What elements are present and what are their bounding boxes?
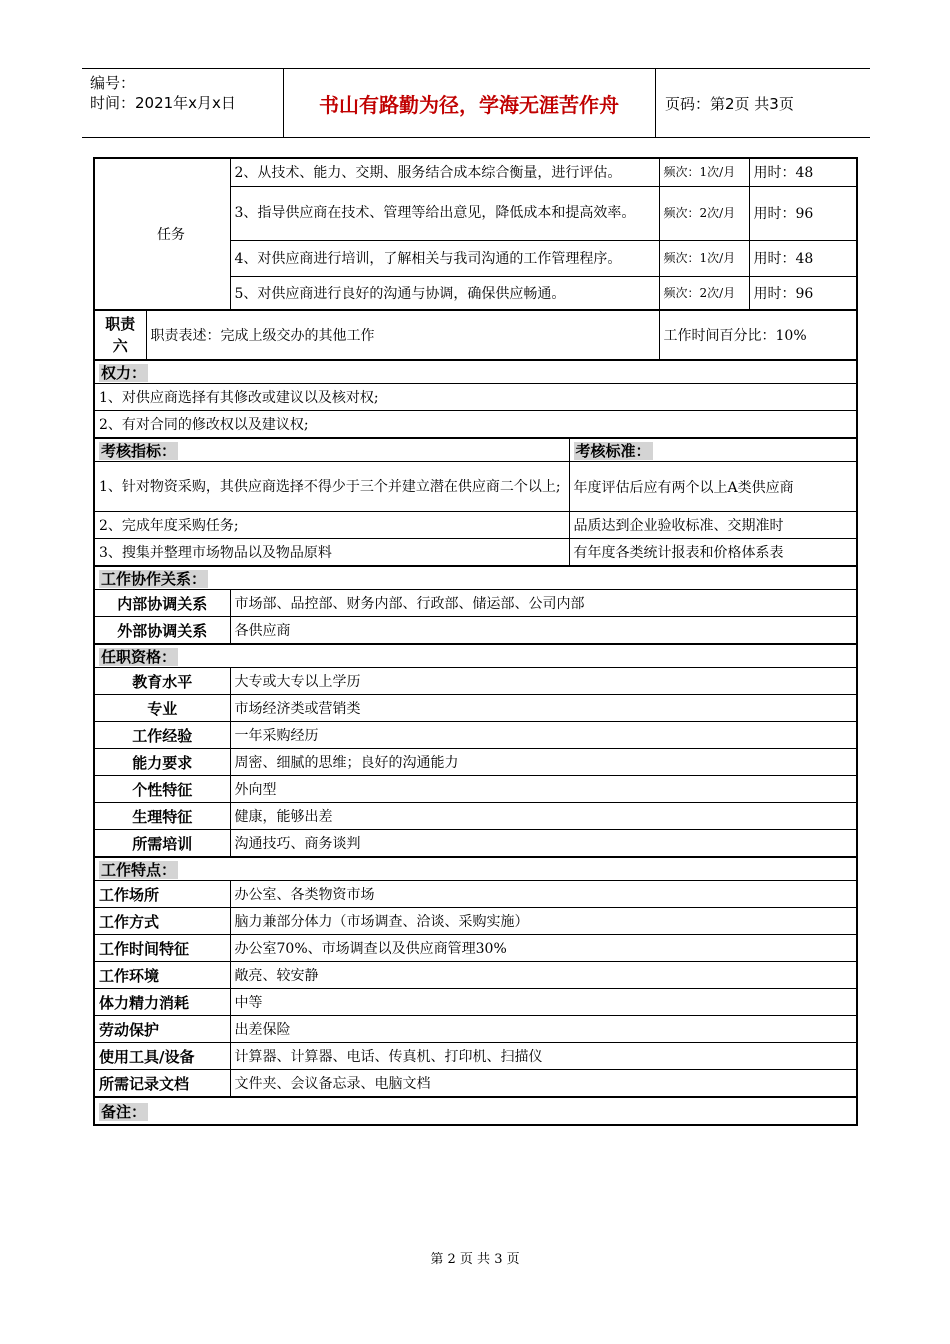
assessment-standard: 品质达到企业验收标准、交期准时 bbox=[569, 512, 857, 539]
authority-text: 1、对供应商选择有其修改或建议以及核对权; bbox=[94, 384, 857, 411]
assessment-row bbox=[94, 539, 857, 567]
section-authority bbox=[94, 360, 857, 384]
feature-row bbox=[94, 1043, 857, 1070]
task-frequency: 频次：1次/月 bbox=[659, 158, 749, 186]
authority-item bbox=[94, 384, 857, 411]
section-title: 工作特点： bbox=[101, 860, 177, 879]
feature-value: 中等 bbox=[230, 989, 857, 1016]
task-time: 用时：48 bbox=[749, 158, 857, 186]
section-qualifications bbox=[94, 644, 857, 668]
section-title: 工作协作关系： bbox=[101, 569, 207, 588]
duty-description: 职责表述：完成上级交办的其他工作 bbox=[146, 310, 659, 360]
feature-row bbox=[94, 1016, 857, 1043]
task-time: 用时：48 bbox=[749, 240, 857, 276]
qualification-row bbox=[94, 722, 857, 749]
duty-time-percent: 工作时间百分比：10% bbox=[659, 310, 857, 360]
section-title: 权力： bbox=[101, 363, 147, 382]
qualification-value: 外向型 bbox=[230, 776, 857, 803]
assessment-indicator: 3、搜集并整理市场物品以及物品原料 bbox=[94, 539, 569, 567]
qualification-label: 专业 bbox=[94, 695, 230, 722]
job-description-table bbox=[93, 157, 856, 1126]
cooperation-value: 市场部、品控部、财务内部、行政部、储运部、公司内部 bbox=[230, 590, 857, 617]
qualification-label: 个性特征 bbox=[94, 776, 230, 803]
qualification-label: 工作经验 bbox=[94, 722, 230, 749]
qualification-label: 教育水平 bbox=[94, 668, 230, 695]
feature-label: 工作方式 bbox=[94, 908, 230, 935]
feature-row bbox=[94, 935, 857, 962]
qualification-value: 周密、细腻的思维；良好的沟通能力 bbox=[230, 749, 857, 776]
task-frequency: 频次：2次/月 bbox=[659, 276, 749, 310]
qualification-row bbox=[94, 803, 857, 830]
document-number-label: 编号： bbox=[90, 74, 136, 92]
assessment-row bbox=[94, 512, 857, 539]
feature-label: 工作场所 bbox=[94, 881, 230, 908]
feature-label: 劳动保护 bbox=[94, 1016, 230, 1043]
section-work-features bbox=[94, 857, 857, 881]
cooperation-label: 内部协调关系 bbox=[94, 590, 230, 617]
header-motto: 书山有路勤为径，学海无涯苦作舟 bbox=[319, 92, 619, 117]
qualification-row bbox=[94, 668, 857, 695]
feature-row bbox=[94, 881, 857, 908]
qualification-value: 沟通技巧、商务谈判 bbox=[230, 830, 857, 858]
authority-text: 2、有对合同的修改权以及建议权; bbox=[94, 411, 857, 439]
qualification-value: 健康，能够出差 bbox=[230, 803, 857, 830]
section-remarks bbox=[94, 1097, 857, 1125]
feature-value: 脑力兼部分体力（市场调查、洽谈、采购实施） bbox=[230, 908, 857, 935]
task-text: 4、对供应商进行培训，了解相关与我司沟通的工作管理程序。 bbox=[230, 240, 659, 276]
feature-value: 计算器、计算器、电话、传真机、打印机、扫描仪 bbox=[230, 1043, 857, 1070]
feature-value: 出差保险 bbox=[230, 1016, 857, 1043]
feature-label: 工作时间特征 bbox=[94, 935, 230, 962]
qualification-value: 一年采购经历 bbox=[230, 722, 857, 749]
assessment-indicator: 2、完成年度采购任务; bbox=[94, 512, 569, 539]
assessment-row bbox=[94, 462, 857, 512]
section-assessment bbox=[94, 438, 857, 462]
qualification-label: 能力要求 bbox=[94, 749, 230, 776]
section-title: 考核指标： bbox=[101, 441, 177, 460]
section-title: 任职资格： bbox=[101, 647, 177, 666]
authority-item bbox=[94, 411, 857, 439]
qualification-row bbox=[94, 695, 857, 722]
task-text: 2、从技术、能力、交期、服务结合成本综合衡量，进行评估。 bbox=[230, 158, 659, 186]
page-footer: 第 2 页 共 3 页 bbox=[430, 1252, 520, 1267]
section-cooperation bbox=[94, 566, 857, 590]
qualification-value: 大专或大专以上学历 bbox=[230, 668, 857, 695]
cooperation-value: 各供应商 bbox=[230, 617, 857, 645]
feature-label: 工作环境 bbox=[94, 962, 230, 989]
qualification-row bbox=[94, 749, 857, 776]
assessment-standard: 有年度各类统计报表和价格体系表 bbox=[569, 539, 857, 567]
qualification-row bbox=[94, 776, 857, 803]
header-page-info: 页码：第2页 共3页 bbox=[665, 95, 794, 113]
task-text: 5、对供应商进行良好的沟通与协调，确保供应畅通。 bbox=[230, 276, 659, 310]
task-time: 用时：96 bbox=[749, 186, 857, 240]
assessment-indicator: 1、针对物资采购，其供应商选择不得少于三个并建立潜在供应商二个以上; bbox=[94, 462, 569, 512]
feature-label: 所需记录文档 bbox=[94, 1070, 230, 1098]
feature-label: 使用工具/设备 bbox=[94, 1043, 230, 1070]
task-frequency: 频次：1次/月 bbox=[659, 240, 749, 276]
feature-row bbox=[94, 962, 857, 989]
task-label: 任务 bbox=[94, 158, 230, 310]
task-text: 3、指导供应商在技术、管理等给出意见，降低成本和提高效率。 bbox=[230, 186, 659, 240]
remarks-title: 备注： bbox=[101, 1102, 147, 1121]
feature-row bbox=[94, 1070, 857, 1098]
feature-label: 体力精力消耗 bbox=[94, 989, 230, 1016]
feature-value: 文件夹、会议备忘录、电脑文档 bbox=[230, 1070, 857, 1098]
cooperation-row bbox=[94, 590, 857, 617]
header-meta bbox=[90, 73, 280, 113]
document-date: 时间：2021年x月x日 bbox=[90, 94, 236, 112]
feature-value: 办公室70%、市场调查以及供应商管理30% bbox=[230, 935, 857, 962]
page-header bbox=[82, 68, 870, 138]
qualification-row bbox=[94, 830, 857, 858]
qualification-value: 市场经济类或营销类 bbox=[230, 695, 857, 722]
cooperation-row bbox=[94, 617, 857, 645]
cooperation-label: 外部协调关系 bbox=[94, 617, 230, 645]
feature-value: 敞亮、较安静 bbox=[230, 962, 857, 989]
task-row bbox=[94, 158, 857, 186]
task-frequency: 频次：2次/月 bbox=[659, 186, 749, 240]
feature-row bbox=[94, 989, 857, 1016]
feature-value: 办公室、各类物资市场 bbox=[230, 881, 857, 908]
qualification-label: 所需培训 bbox=[94, 830, 230, 858]
duty-label: 职责六 bbox=[94, 310, 146, 360]
feature-row bbox=[94, 908, 857, 935]
assessment-standard: 年度评估后应有两个以上A类供应商 bbox=[569, 462, 857, 512]
qualification-label: 生理特征 bbox=[94, 803, 230, 830]
section-title: 考核标准： bbox=[575, 441, 651, 460]
duty-row bbox=[94, 310, 857, 360]
task-time: 用时：96 bbox=[749, 276, 857, 310]
